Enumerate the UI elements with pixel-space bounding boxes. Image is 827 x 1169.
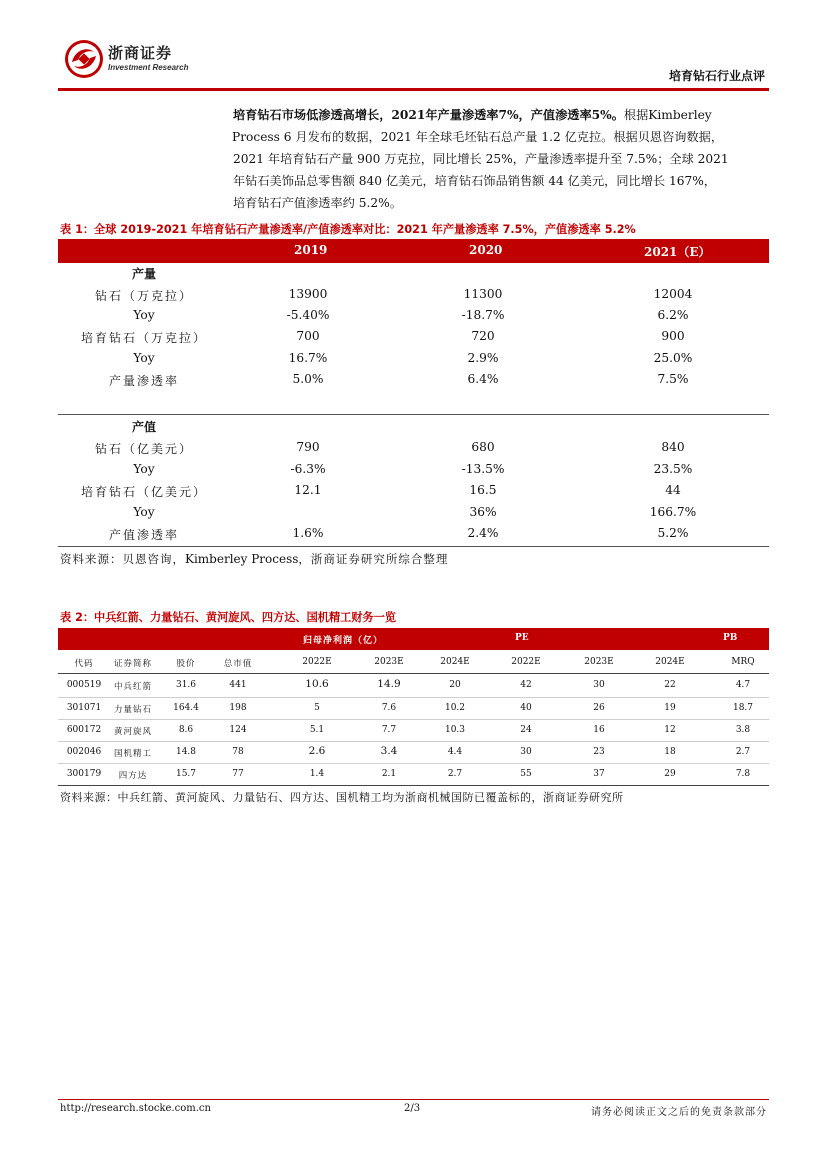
cell: 2.4% — [467, 526, 499, 540]
col-header: 2023E — [584, 657, 614, 667]
cell: 13900 — [288, 287, 328, 301]
cell: 37 — [593, 769, 605, 779]
row-label: Yoy — [133, 308, 155, 322]
table1-header — [58, 239, 769, 263]
col-header: 股价 — [176, 659, 196, 669]
row-label: Yoy — [133, 462, 155, 476]
source-mid: Kimberley Process — [185, 552, 299, 566]
cell: -6.3% — [290, 462, 326, 476]
cell: 11300 — [463, 287, 503, 301]
cell: 6.2% — [657, 308, 689, 322]
cell: 680 — [471, 440, 495, 454]
footer-disclaimer: 请务必阅读正文之后的免责条款部分 — [591, 1107, 767, 1118]
cell: 2.9% — [467, 351, 499, 365]
section-title-output: 产量 — [131, 267, 156, 281]
intro-line-2: Process 6 月发布的数据，2021 年全球毛坯钻石总产量 1.2 亿克拉。根据贝恩咨询数据， — [232, 130, 724, 144]
cell: 3.8 — [735, 725, 751, 735]
cell: 164.4 — [173, 703, 199, 713]
table-row — [58, 308, 769, 329]
col-header: 证券简称 — [113, 659, 152, 669]
cell: 四方达 — [118, 771, 148, 781]
cell: 5 — [314, 703, 320, 713]
cell: 14.9 — [377, 678, 401, 690]
group-pb: PB — [723, 633, 738, 643]
table1-section-title — [58, 418, 769, 439]
cell: 黄河旋风 — [113, 727, 152, 737]
col-header: 2022E — [302, 657, 332, 667]
table-row — [58, 440, 769, 461]
row-label: 钻石（亿美元） — [94, 442, 193, 456]
cell: 国机精工 — [113, 749, 152, 759]
col-header: 2023E — [374, 657, 404, 667]
cell: 198 — [229, 703, 247, 713]
intro-line-5: 培育钻石产值渗透率约 5.2%。 — [233, 196, 402, 210]
cell: 10.6 — [305, 678, 329, 690]
intro-line-1 — [233, 104, 771, 126]
logo-chinese-name: 浙商证券 — [108, 44, 173, 62]
header-divider — [58, 88, 769, 91]
cell: 4.4 — [447, 747, 463, 757]
table1-source — [60, 551, 448, 567]
cell: 16.5 — [469, 483, 497, 497]
table-row — [58, 462, 769, 483]
cell: 16.7% — [288, 351, 328, 365]
cell: 22 — [664, 680, 676, 690]
table-row — [58, 698, 769, 720]
source-prefix: 资料来源：贝恩咨询， — [60, 552, 185, 566]
cell: 24 — [520, 725, 532, 735]
table-row — [58, 329, 769, 350]
cell: 18 — [664, 747, 676, 757]
row-label: Yoy — [133, 351, 155, 365]
cell: 20 — [449, 680, 461, 690]
cell: 15.7 — [175, 769, 197, 779]
table-row — [58, 351, 769, 372]
table-row — [58, 483, 769, 504]
row-label: 钻石（万克拉） — [94, 289, 193, 303]
cell: 790 — [296, 440, 320, 454]
table-row — [58, 742, 769, 764]
cell: 78 — [232, 747, 244, 757]
cell: 40 — [520, 703, 532, 713]
row-label: 产值渗透率 — [108, 528, 179, 542]
row-label: Yoy — [133, 505, 155, 519]
cell: 23 — [593, 747, 605, 757]
table-row — [58, 720, 769, 742]
cell: 42 — [520, 680, 532, 690]
cell: 5.0% — [292, 372, 324, 386]
cell: 77 — [232, 769, 244, 779]
cell: 力量钻石 — [113, 705, 152, 715]
cell: 26 — [593, 703, 605, 713]
cell: 2.7 — [735, 747, 751, 757]
cell: 600172 — [66, 725, 102, 735]
cell: 31.6 — [175, 680, 197, 690]
cell: 2.1 — [381, 769, 397, 779]
cell: 10.3 — [444, 725, 466, 735]
col-header: 2024E — [440, 657, 470, 667]
table-row — [58, 675, 769, 697]
source-text: 资料来源：中兵红箭、黄河旋风、力量钻石、四方达、国机精工均为浙商机械国防已覆盖标的，浙商证券研究所 — [60, 791, 624, 804]
table2-caption: 表 2：中兵红箭、力量钻石、黄河旋风、四方达、国机精工财务一览 — [60, 611, 397, 624]
table1-col-2019: 2019 — [294, 243, 328, 257]
cell: 166.7% — [649, 505, 697, 519]
cell: 840 — [661, 440, 685, 454]
table2-bottom-border — [58, 785, 769, 786]
cell: 36% — [469, 505, 497, 519]
cell: -5.40% — [286, 308, 330, 322]
cell: 12 — [664, 725, 676, 735]
cell: 7.6 — [381, 703, 397, 713]
cell: 30 — [593, 680, 605, 690]
cell: 19 — [664, 703, 676, 713]
table1-section-title — [58, 265, 769, 286]
footer-url[interactable]: http://research.stocke.com.cn — [60, 1103, 211, 1114]
cell: 002046 — [66, 747, 102, 757]
cell: 12004 — [653, 287, 693, 301]
table-row — [58, 526, 769, 547]
cell: 16 — [593, 725, 605, 735]
cell: 8.6 — [178, 725, 194, 735]
table2-column-headers — [58, 652, 769, 674]
col-header: 总市值 — [223, 659, 253, 669]
col-header: 代码 — [74, 659, 94, 669]
cell: 10.2 — [444, 703, 466, 713]
intro-lead: 培育钻石市场低渗透高增长，2021年产量渗透率7%，产值渗透率5%。 — [233, 108, 624, 122]
cell: 55 — [520, 769, 532, 779]
cell: -13.5% — [461, 462, 505, 476]
table1-col-2021e: 2021（E） — [644, 245, 711, 259]
page-number: 2/3 — [404, 1103, 421, 1114]
cell: 30 — [520, 747, 532, 757]
col-header: MRQ — [731, 657, 755, 667]
cell: 441 — [229, 680, 247, 690]
cell: 12.1 — [294, 483, 322, 497]
cell: 2.7 — [447, 769, 463, 779]
table1-bottom-border — [58, 546, 769, 547]
cell: 23.5% — [653, 462, 693, 476]
company-logo — [63, 38, 189, 80]
cell: 7.7 — [381, 725, 397, 735]
cell: 124 — [229, 725, 247, 735]
table1-caption: 表 1：全球 2019-2021 年培育钻石产量渗透率/产值渗透率对比：2021 年产量渗透率 7.5%，产值渗透率 5.2% — [60, 223, 636, 236]
cell: 6.4% — [467, 372, 499, 386]
cell: 1.4 — [309, 769, 325, 779]
footer-divider — [58, 1099, 769, 1100]
table-row — [58, 505, 769, 526]
col-header: 2024E — [655, 657, 685, 667]
intro-paragraph — [233, 104, 771, 214]
cell: 7.8 — [735, 769, 751, 779]
logo-english-name: Investment Research — [108, 63, 189, 72]
intro-line-4: 年钻石美饰品总零售额 840 亿美元，培育钻石饰品销售额 44 亿美元，同比增长 167%， — [233, 174, 716, 188]
cell: 301071 — [66, 703, 102, 713]
cell: 2.6 — [308, 745, 326, 757]
table-row — [58, 372, 769, 393]
cell: -18.7% — [461, 308, 505, 322]
cell: 7.5% — [657, 372, 689, 386]
cell: 5.1 — [309, 725, 325, 735]
source-suffix: ，浙商证券研究所综合整理 — [298, 552, 449, 566]
cell: 5.2% — [657, 526, 689, 540]
cell: 14.8 — [175, 747, 197, 757]
group-profit: 归母净利润（亿） — [303, 636, 384, 646]
cell: 18.7 — [732, 703, 754, 713]
cell: 900 — [661, 329, 685, 343]
table-row — [58, 287, 769, 308]
cell: 3.4 — [380, 745, 398, 757]
table2-header-divider — [58, 673, 769, 674]
cell: 44 — [665, 483, 681, 497]
cell: 29 — [664, 769, 676, 779]
intro-line-1-tail: 根据Kimberley — [623, 108, 712, 122]
section-title-value: 产值 — [131, 420, 156, 434]
table1-col-2020: 2020 — [469, 243, 503, 257]
row-label: 产量渗透率 — [108, 374, 179, 388]
row-label: 培育钻石（万克拉） — [80, 331, 207, 345]
cell: 25.0% — [653, 351, 693, 365]
table2-source — [60, 789, 624, 805]
table2-group-header — [58, 628, 769, 650]
cell: 000519 — [66, 680, 102, 690]
cell: 700 — [296, 329, 320, 343]
report-title: 培育钻石行业点评 — [668, 69, 765, 83]
cell: 720 — [471, 329, 495, 343]
row-label: 培育钻石（亿美元） — [80, 485, 207, 499]
table-row — [58, 764, 769, 786]
cell: 1.6% — [292, 526, 324, 540]
group-pe: PE — [515, 633, 529, 643]
table1-section-divider — [58, 414, 769, 415]
logo-mark-icon — [63, 38, 105, 80]
cell: 300179 — [66, 769, 102, 779]
cell: 4.7 — [735, 680, 751, 690]
cell: 中兵红箭 — [113, 682, 152, 692]
col-header: 2022E — [511, 657, 541, 667]
intro-line-3: 2021 年培育钻石产量 900 万克拉，同比增长 25%，产量渗透率提升至 7.5%；全球 2021 — [233, 152, 729, 166]
